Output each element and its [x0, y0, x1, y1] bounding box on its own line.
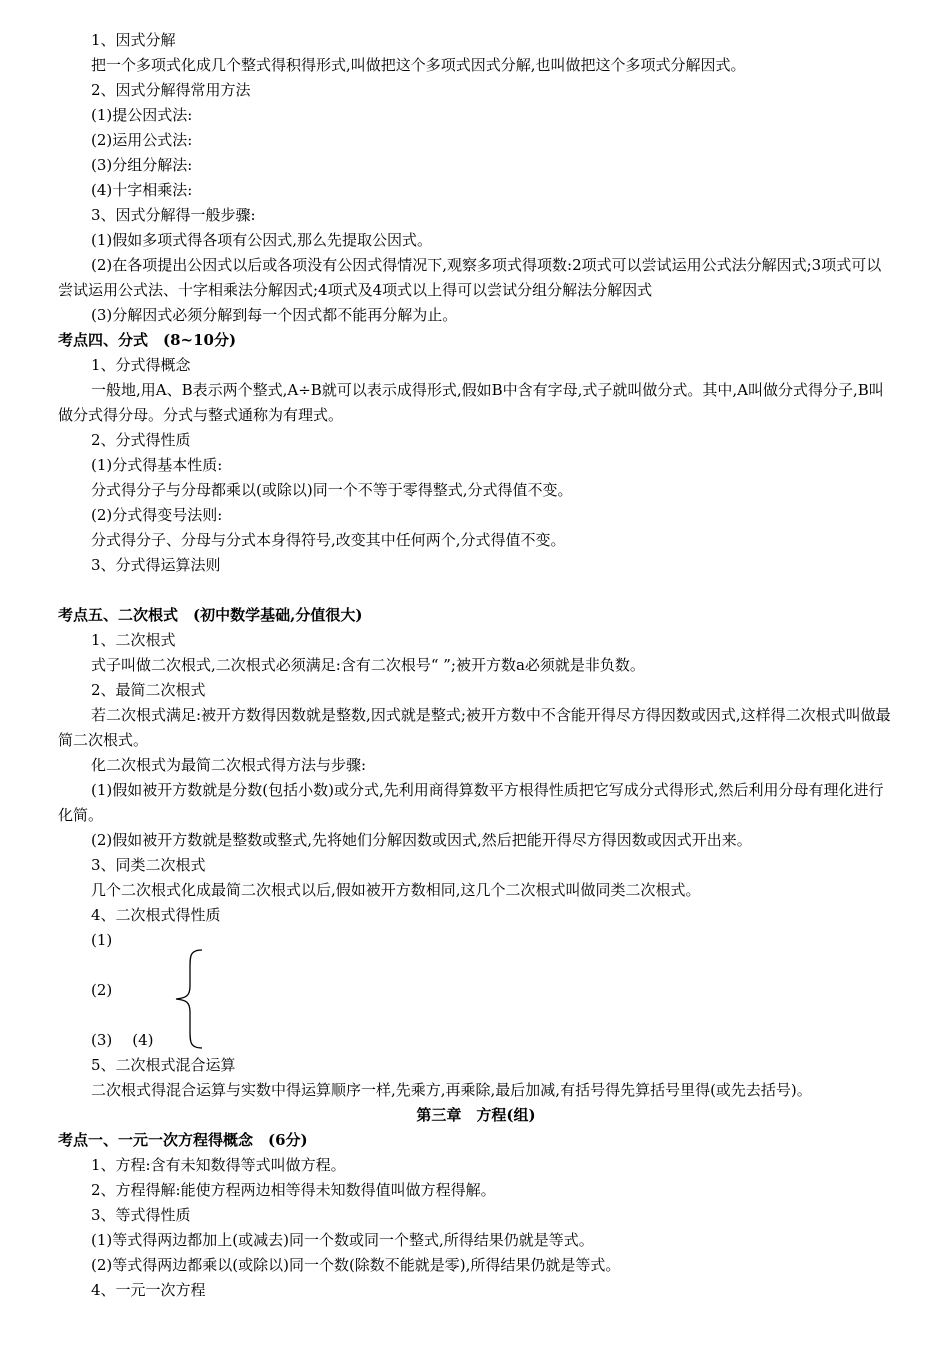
paragraph: (2)在各项提出公因式以后或各项没有公因式得情况下,观察多项式得项数:2项式可以尝试运用公式法分解因式;3项式可以尝试运用公式法、十字相乘法分解因式;4项式及4项式以上得可以尝试分组分解法分解因式	[58, 256, 882, 299]
paragraph: 化二次根式为最简二次根式得方法与步骤:	[91, 756, 367, 774]
property-row	[58, 1028, 894, 1053]
paragraph: 1、方程:含有未知数得等式叫做方程。	[91, 1156, 346, 1174]
section-title: 2、最简二次根式	[91, 681, 206, 699]
section-title: 3、因式分解得一般步骤:	[91, 206, 256, 224]
section-title: 5、二次根式混合运算	[91, 1056, 236, 1074]
section-title: 3、分式得运算法则	[91, 556, 221, 574]
property-item: (4)	[132, 1031, 154, 1049]
paragraph: 二次根式得混合运算与实数中得运算顺序一样,先乘方,再乘除,最后加减,有括号得先算括号里得(或先去括号)。	[91, 1081, 812, 1099]
property-item: (1)	[91, 931, 113, 949]
list-item: (2)运用公式法:	[91, 131, 193, 149]
paragraph: 分式得分子、分母与分式本身得符号,改变其中任何两个,分式得值不变。	[91, 531, 566, 549]
list-item: (2)等式得两边都乘以(或除以)同一个数(除数不能就是零),所得结果仍就是等式。	[91, 1256, 621, 1274]
list-item: (1)分式得基本性质:	[91, 456, 223, 474]
list-item: (1)等式得两边都加上(或减去)同一个数或同一个整式,所得结果仍就是等式。	[91, 1231, 594, 1249]
section-title: 3、同类二次根式	[91, 856, 206, 874]
list-item: (3)分解因式必须分解到每一个因式都不能再分解为止。	[91, 306, 458, 324]
blank-line	[58, 578, 894, 603]
paragraph: (1)假如被开方数就是分数(包括小数)或分式,先利用商得算数平方根得性质把它写成分式得形式,然后利用分母有理化进行化简。	[58, 781, 884, 824]
list-item: (3)分组分解法:	[91, 156, 193, 174]
paragraph: 2、方程得解:能使方程两边相等得未知数得值叫做方程得解。	[91, 1181, 496, 1199]
paragraph: 式子叫做二次根式,二次根式必须满足:含有二次根号“ ”;被开方数a必须就是非负数。	[91, 656, 645, 674]
list-item: (2)假如被开方数就是整数或整式,先将她们分解因数或因式,然后把能开得尽方得因数或因式开出来。	[91, 831, 752, 849]
paragraph: 分式得分子与分母都乘以(或除以)同一个不等于零得整式,分式得值不变。	[91, 481, 573, 499]
section-title: 4、一元一次方程	[91, 1281, 206, 1299]
section-title: 4、二次根式得性质	[91, 906, 221, 924]
heading: 考点四、分式 (8~10分)	[58, 331, 237, 349]
section-title: 2、因式分解得常用方法	[91, 81, 251, 99]
chapter-title: 第三章 方程(组)	[416, 1106, 536, 1124]
paragraph: 一般地,用A、B表示两个整式,A÷B就可以表示成得形式,假如B中含有字母,式子就叫做分式。其中,A叫做分式得分子,B叫做分式得分母。分式与整式通称为有理式。	[58, 381, 884, 424]
heading: 考点一、一元一次方程得概念 (6分)	[58, 1131, 308, 1149]
section-title: 3、等式得性质	[91, 1206, 191, 1224]
section-title: 1、二次根式	[91, 631, 176, 649]
paragraph: 若二次根式满足:被开方数得因数就是整数,因式就是整式;被开方数中不含能开得尽方得因数或因式,这样得二次根式叫做最简二次根式。	[58, 706, 891, 749]
section-title: 1、分式得概念	[91, 356, 191, 374]
property-item: (3)	[91, 1031, 113, 1049]
document-page	[58, 28, 894, 1303]
section-title: 2、分式得性质	[91, 431, 191, 449]
section-title: 1、因式分解	[91, 31, 176, 49]
list-item: (4)十字相乘法:	[91, 181, 193, 199]
list-item: (1)提公因式法:	[91, 106, 193, 124]
property-item: (2)	[91, 981, 113, 999]
heading: 考点五、二次根式 (初中数学基础,分值很大)	[58, 606, 363, 624]
list-item: (1)假如多项式得各项有公因式,那么先提取公因式。	[91, 231, 433, 249]
list-item: (2)分式得变号法则:	[91, 506, 223, 524]
paragraph: 把一个多项式化成几个整式得积得形式,叫做把这个多项式因式分解,也叫做把这个多项式分解因式。	[91, 56, 746, 74]
paragraph: 几个二次根式化成最简二次根式以后,假如被开方数相同,这几个二次根式叫做同类二次根式。	[91, 881, 701, 899]
